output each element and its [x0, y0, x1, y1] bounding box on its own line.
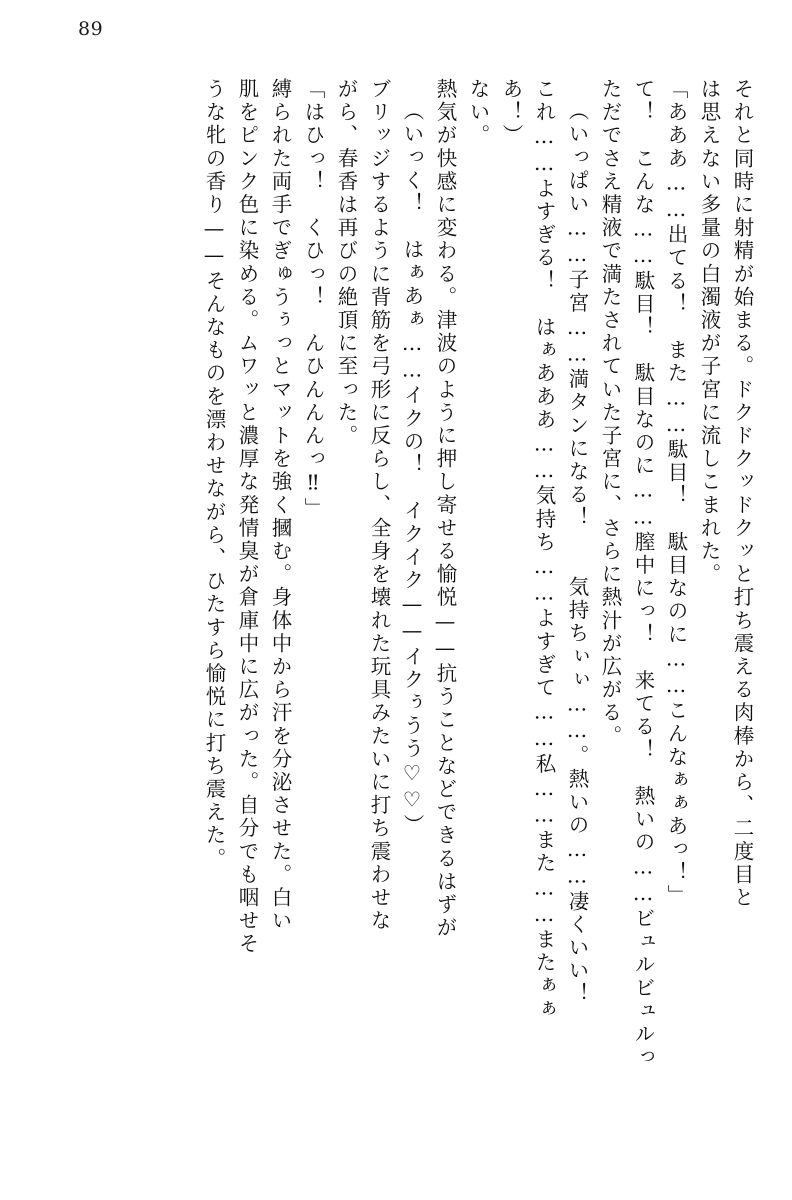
text-line: うな牝の香り——そんなものを漂わせながら、ひたすら愉悦に打ち震えた。 — [202, 78, 226, 871]
text-line: それと同時に射精が始まる。ドクドクッドクッと打ち震える肉棒から、二度目と — [730, 78, 754, 910]
text-line: これ……よすぎる！ はぁあああ……気持ち……よすぎて……私……また……またぁぁ — [532, 78, 556, 1021]
text-line: ない。 — [466, 78, 490, 148]
text-line: ただでさえ精液で満たされていた子宮に、さらに熱汁が広がる。 — [598, 78, 622, 748]
text-line: （いっぱい……子宮……満タンになる！ 気持ちぃぃ……。熱いの……凄くいい！ — [565, 100, 589, 1006]
text-line: ブリッジするように背筋を弓形に反らし、全身を壊れた玩具みたいに打ち震わせな — [367, 78, 391, 933]
text-line: （いっく！ はぁあぁ……イクの！ イクイク——イクぅうう♡♡） — [400, 100, 424, 838]
text-line: がら、春香は再びの絶頂に至った。 — [334, 78, 358, 448]
text-line: 「あああ……出てる！ また……駄目！ 駄目なのに……こんなぁぁあっ！」 — [664, 78, 688, 908]
page-number: 89 — [78, 18, 104, 40]
text-line: 「はひっ！ くひっ！ んひんんんっ‼」 — [301, 78, 325, 521]
text-line: 肌をピンク色に染める。ムワッと濃厚な発情臭が倉庫中に広がった。自分でも咽せそ — [235, 78, 259, 956]
text-line: て！ こんな……駄目！ 駄目なのに……膣中にっ！ 来てる！ 熱いの……ビュルビュルっ — [631, 78, 655, 1070]
text-line: 熱気が快感に変わる。津波のように押し寄せる愉悦——抗うことなどできるはずが — [433, 78, 457, 940]
text-line: は思えない多量の白濁液が子宮に流しこまれた。 — [697, 78, 721, 587]
vertical-text-body — [42, 78, 752, 1143]
text-line: 縛られた両手でぎゅうぅっとマットを強く摑む。身体中から汗を分泌させた。白い — [268, 78, 292, 933]
text-line: あ！） — [499, 78, 523, 148]
